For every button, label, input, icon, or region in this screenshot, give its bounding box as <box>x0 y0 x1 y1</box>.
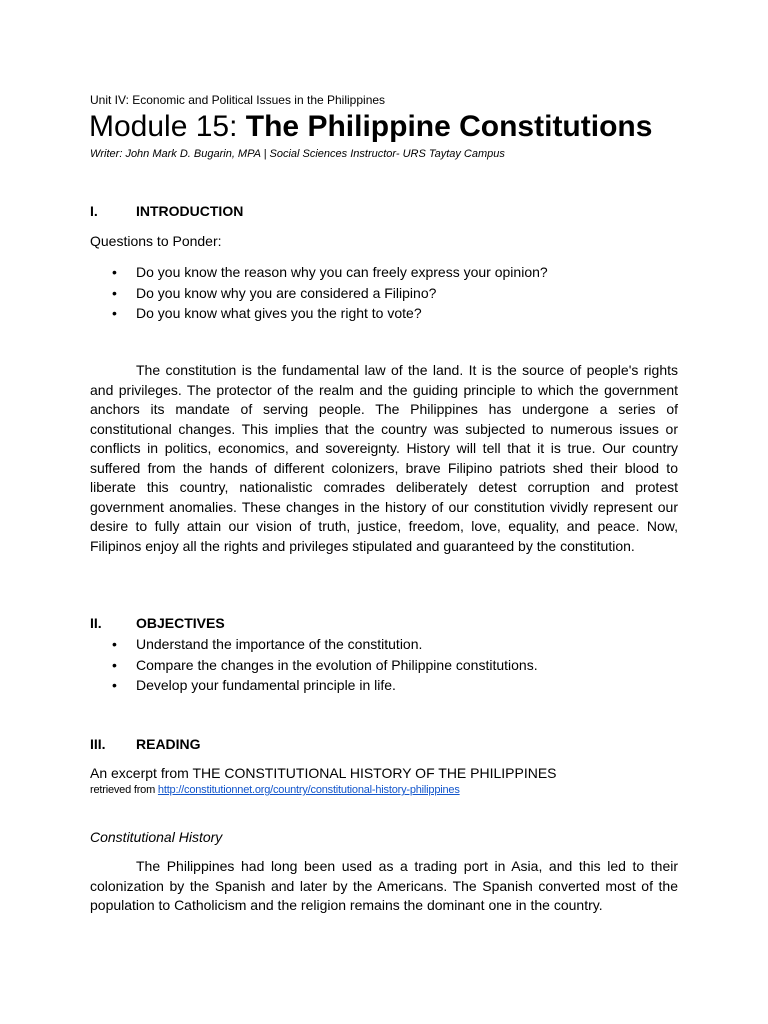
section-heading-reading <box>90 735 201 753</box>
section-heading-objectives <box>90 614 225 632</box>
bullet-icon: • <box>112 305 117 321</box>
list-item-text: Do you know why you are considered a Filipino? <box>136 284 437 301</box>
list-item-text: Do you know what gives you the right to vote? <box>136 305 422 321</box>
bullet-icon: • <box>112 656 117 673</box>
list-item <box>90 655 538 676</box>
bullet-icon: • <box>112 284 117 301</box>
retrieved-prefix: retrieved from <box>90 784 158 796</box>
section-title: INTRODUCTION <box>136 203 244 219</box>
list-item-text: Compare the changes in the evolution of Philippine constitutions. <box>136 656 538 673</box>
list-item <box>90 262 548 283</box>
unit-label: Unit IV: Economic and Political Issues in the Philippines <box>90 93 386 107</box>
module-title: The Philippine Constitutions <box>245 110 653 143</box>
questions-list <box>90 262 548 324</box>
excerpt-source-line: An excerpt from THE CONSTITUTIONAL HISTORY OF THE PHILIPPINES <box>90 765 557 781</box>
list-item-text: Develop your fundamental principle in life. <box>136 677 396 693</box>
section-heading-introduction <box>90 202 243 220</box>
section-numeral: II. <box>90 615 102 631</box>
bullet-icon: • <box>112 677 117 693</box>
section-numeral: III. <box>90 736 106 752</box>
retrieved-from-line <box>90 783 460 797</box>
page-title <box>89 108 652 146</box>
list-item-text: Understand the importance of the constitution. <box>136 636 423 652</box>
list-item <box>90 634 538 655</box>
module-prefix: Module 15: <box>89 110 246 143</box>
bullet-icon: • <box>112 636 117 652</box>
list-item <box>90 303 548 324</box>
bullet-icon: • <box>112 264 117 280</box>
list-item-text: Do you know the reason why you can freely express your opinion? <box>136 264 548 280</box>
questions-label: Questions to Ponder: <box>90 233 222 249</box>
writer-credit: Writer: John Mark D. Bugarin, MPA | Social Sciences Instructor- URS Taytay Campus <box>90 148 505 160</box>
introduction-paragraph: The constitution is the fundamental law of the land. It is the source of people's rights and privileges. The protector of the realm and the guiding principle to which the government anchors its mandate of serving people. The Philippines has undergone a series of constitutional changes. This implies that the country was subjected to numerous issues or conflicts in politics, economics, and sovereignty. History will tell that it is true. Our country suffered from the hands of different colonizers, brave Filipino patriots shed their blood to liberate this country, nationalistic comrades deliberately detest corruption and protest government anomalies. These changes in the history of our constitution vividly represent our desire to fully attain our vision of truth, justice, freedom, love, equality, and peace. Now, Filipinos enjoy all the rights and privileges stipulated and guaranteed by the constitution. <box>90 362 678 554</box>
subheading-constitutional-history: Constitutional History <box>90 829 223 845</box>
section-numeral: I. <box>90 203 98 219</box>
list-item <box>90 283 548 304</box>
reading-paragraph: The Philippines had long been used as a trading port in Asia, and this led to their colonization by the Spanish and later by the Americans. The Spanish converted most of the population to Catholicism and the religion remains the dominant one in the country. <box>90 858 678 913</box>
source-link[interactable]: http://constitutionnet.org/country/constitutional-history-philippines <box>157 784 460 796</box>
section-title: READING <box>136 736 201 752</box>
section-title: OBJECTIVES <box>136 615 225 631</box>
list-item <box>90 675 538 696</box>
objectives-list <box>90 634 538 696</box>
